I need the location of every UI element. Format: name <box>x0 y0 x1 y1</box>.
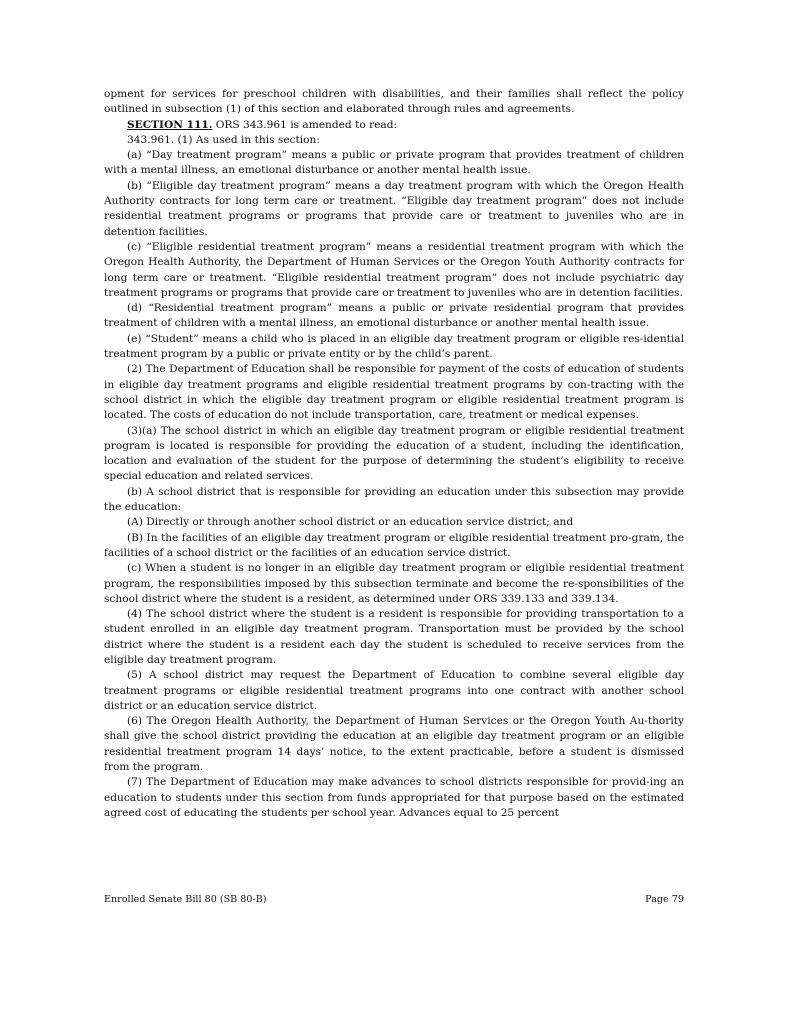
paragraph-10: (b) A school district that is responsible for providing an education under this subsection may provide the education: <box>104 485 684 514</box>
page-footer <box>104 894 684 905</box>
paragraph-13: (c) When a student is no longer in an eligible day treatment program or eligible residential treatment program, the responsibilities imposed by this subsection terminate and become the re-sponsibilities of the school district where the student is a resident, as determined under ORS 339.133 and 339.134. <box>104 562 684 605</box>
paragraph-6: (d) “Residential treatment program” means a public or private residential program that provides treatment of children with a mental illness, an emotional disturbance or another mental health issue. <box>104 302 684 330</box>
paragraph-5: (c) “Eligible residential treatment program” means a residential treatment program with which the Oregon Health Authority, the Department of Human Services or the Oregon Youth Authority contracts for long term care or treatment. “Eligible residential treatment program” does not include psychiatric day treatment programs or programs that provide care or treatment to juveniles who are in detention facilities. <box>104 240 684 299</box>
paragraph-17: (7) The Department of Education may make advances to school districts responsible for provid-ing an education to students under this section from funds appropriated for that purpose based on the estimated agreed cost of educating the students per school year. Advances equal to 25 percent <box>104 776 684 819</box>
paragraph-9: (3)(a) The school district in which an eligible day treatment program or eligible residential treatment program is located is responsible for providing the education of a student, including the identification, location and evaluation of the student for the purpose of determining the student’s eligibility to receive special education and related services. <box>104 424 684 483</box>
paragraph-3: (a) “Day treatment program” means a public or private program that provides treatment of children with a mental illness, an emotional disturbance or another mental health issue. <box>104 149 684 177</box>
footer-bill-title: Enrolled Senate Bill 80 (SB 80-B) <box>104 894 267 905</box>
section-heading: SECTION 111. <box>127 118 213 131</box>
paragraph-14: (4) The school district where the student is a resident is responsible for providing transportation to a student enrolled in an eligible day treatment program. Transportation must be provided by the school district where the student is a resident each day the student is scheduled to receive services from the eligible day treatment program. <box>104 608 684 666</box>
document-body <box>104 87 684 821</box>
paragraph-2: 343.961. (1) As used in this section: <box>127 133 320 146</box>
footer-page-number: Page 79 <box>645 894 684 905</box>
paragraph-16: (6) The Oregon Health Authority, the Department of Human Services or the Oregon Youth Au-thority shall give the school district providing the education at an eligible day treatment program or an eligible residential treatment program 14 days’ notice, to the extent practicable, before a student is dismissed from the program. <box>104 715 684 774</box>
paragraph-12: (B) In the facilities of an eligible day treatment program or eligible residential treatment pro-gram, the facilities of a school district or the facilities of an education service district. <box>104 531 684 559</box>
paragraph-8: (2) The Department of Education shall be responsible for payment of the costs of education of students in eligible day treatment programs and eligible residential treatment programs by con-tracting with the school district in which the eligible day treatment program or eligible residential treatment program is located. The costs of education do not include transportation, care, treatment or medical expenses. <box>104 363 684 422</box>
paragraph-0: opment for services for preschool children with disabilities, and their families shall reflect the policy outlined in subsection (1) of this section and elaborated through rules and agreements. <box>104 88 684 116</box>
paragraph-4: (b) “Eligible day treatment program” means a day treatment program with which the Oregon Health Authority contracts for long term care or treatment. “Eligible day treatment program” does not include residential treatment programs or programs that provide care or treatment to juveniles who are in detention facilities. <box>104 179 684 238</box>
paragraph-11: (A) Directly or through another school district or an education service district; and <box>127 516 574 529</box>
section-heading-paragraph: SECTION 111. ORS 343.961 is amended to read: <box>127 118 398 131</box>
paragraph-7: (e) “Student” means a child who is placed in an eligible day treatment program or eligible res-idential treatment program by a public or private entity or by the child’s parent. <box>104 332 684 361</box>
paragraph-15: (5) A school district may request the Department of Education to combine several eligible day treatment programs or eligible residential treatment programs into one contract with another school district or an education service district. <box>104 669 684 712</box>
